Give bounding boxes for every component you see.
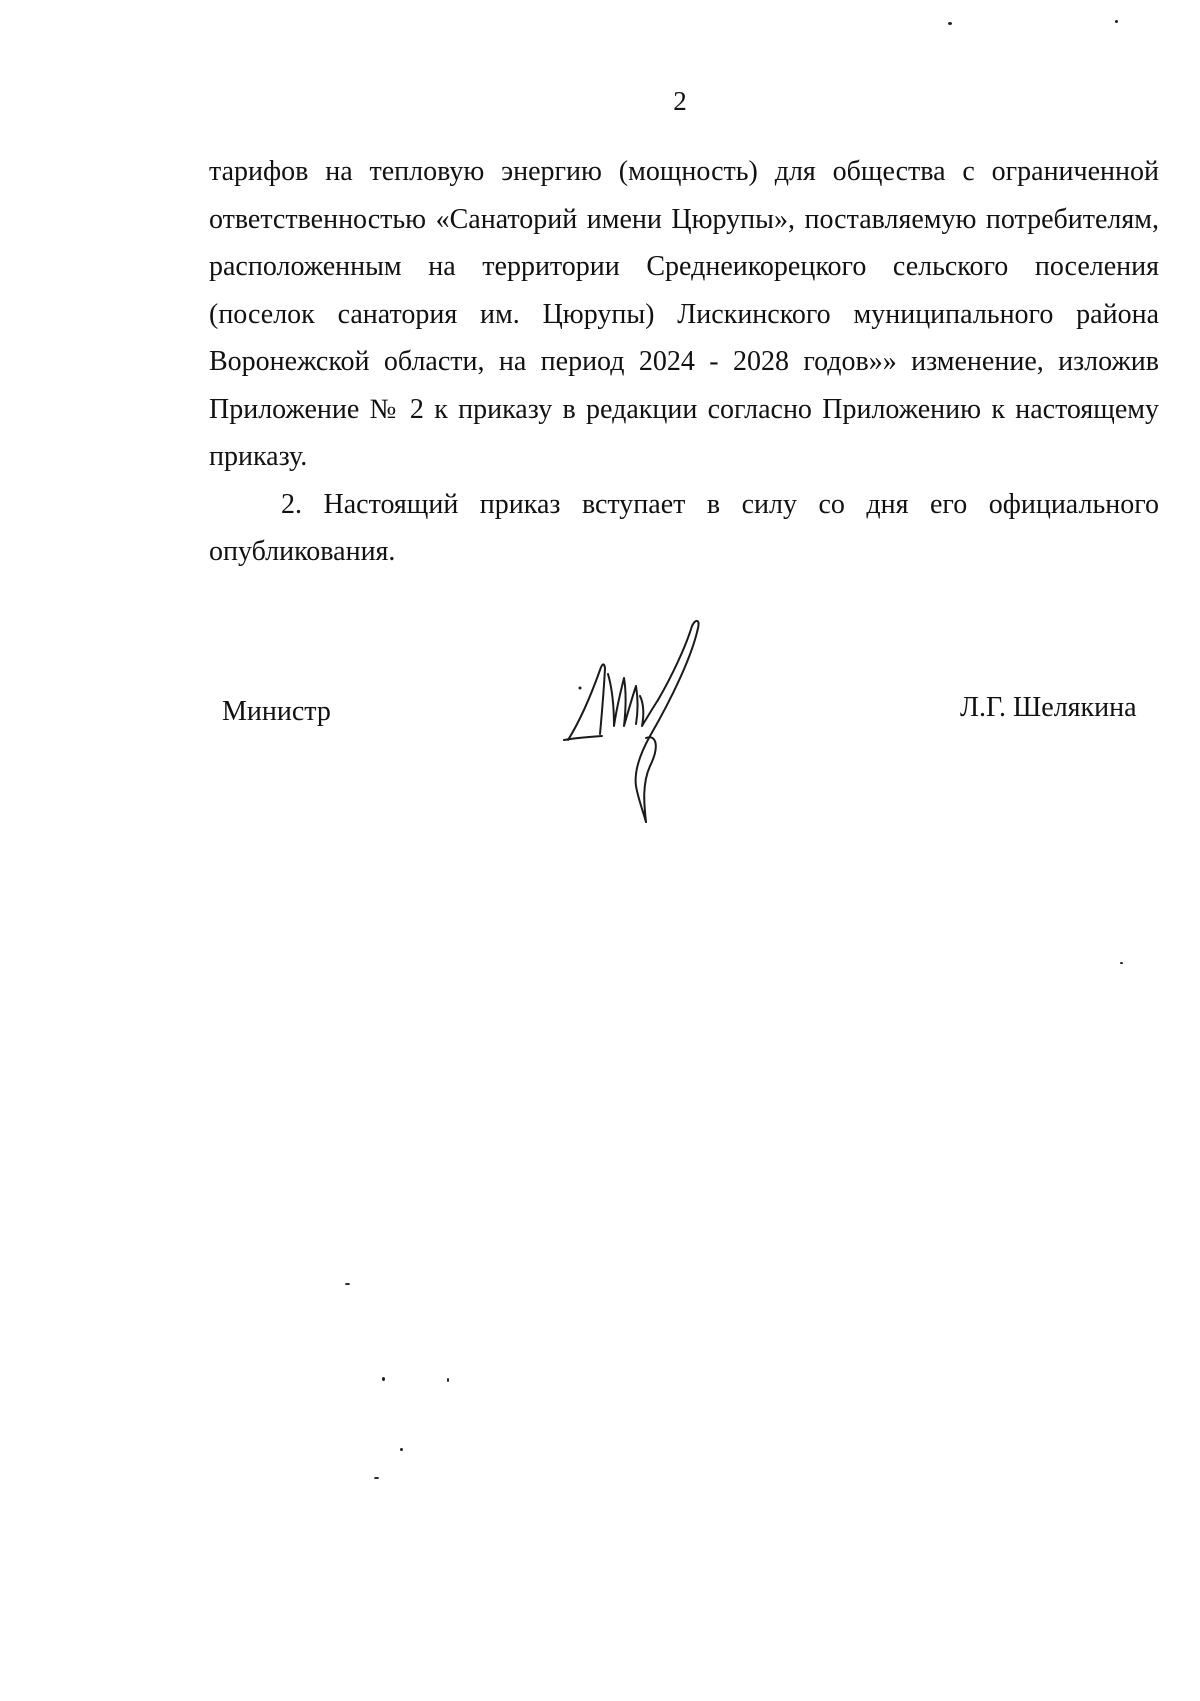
scan-speck — [948, 22, 952, 25]
page-number: 2 — [673, 86, 687, 116]
signatory-name: Л.Г. Шелякина — [960, 692, 1137, 723]
scan-speck — [374, 1477, 379, 1479]
handwritten-signature-icon — [560, 616, 740, 828]
signatory-role: Министр — [222, 696, 331, 727]
scan-speck — [1120, 962, 1123, 964]
scan-speck — [1115, 20, 1118, 23]
scan-speck — [447, 1378, 449, 1382]
paragraph-2: 2. Настоящий приказ вступает в силу со дня его официального опубликования. — [209, 488, 1159, 567]
scan-speck — [345, 1283, 350, 1285]
scan-speck — [400, 1448, 403, 1451]
paragraph-1: тарифов на тепловую энергию (мощность) для общества с ограниченной ответственностью «Санаторий имени Цюрупы», поставляемую потребителям, расположенным на территории Среднеикорецкого сельского поселения (поселок санатория им. Цюрупы) Лискинского муниципального района Воронежской области, на период 2024 - 2028 годов»» изменение, изложив Приложение № 2 к приказу в редакции согласно Приложению к настоящему приказу. — [209, 156, 1159, 472]
scan-speck — [382, 1377, 385, 1381]
